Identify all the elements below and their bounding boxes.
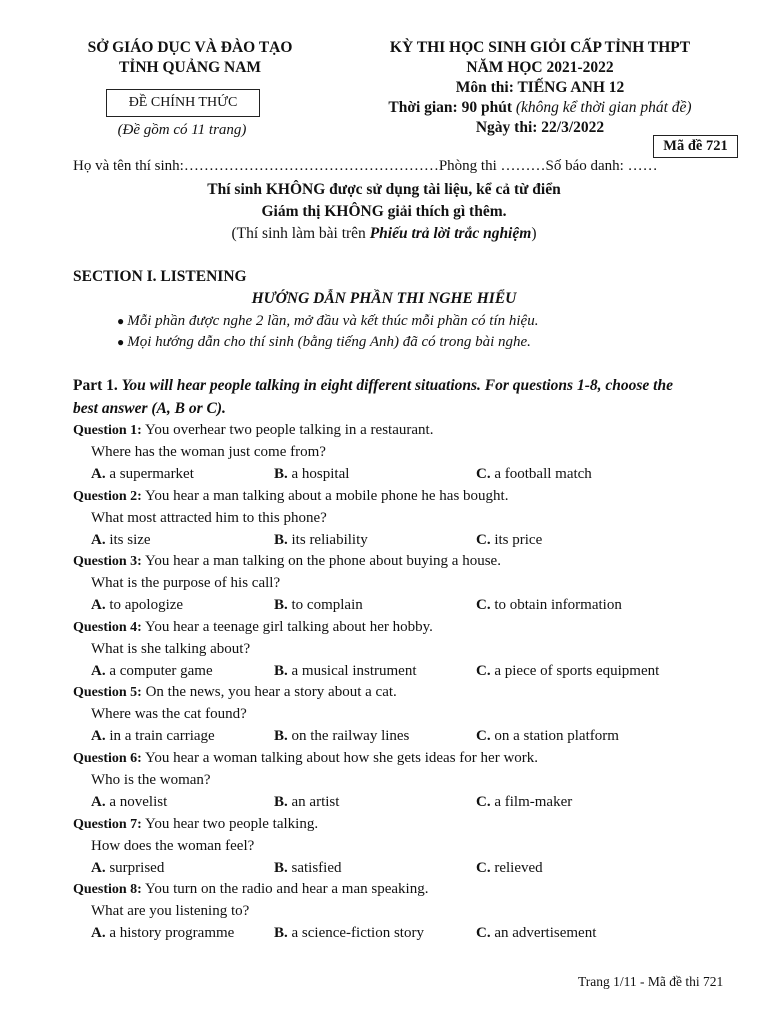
option-text: a hospital <box>291 466 350 482</box>
question-8-prompt: What are you listening to? <box>91 903 250 920</box>
question-6-option-c <box>476 794 572 811</box>
rule-no-materials: Thí sinh KHÔNG được sử dụng tài liệu, kể cả từ điển <box>207 181 561 198</box>
option-text: a supermarket <box>109 466 194 482</box>
question-7-option-b <box>274 860 342 877</box>
section-title: SECTION I. LISTENING <box>73 268 247 285</box>
official-exam-box: ĐỀ CHÍNH THỨC <box>106 89 260 117</box>
option-letter: C. <box>476 728 491 745</box>
option-letter: A. <box>91 662 106 679</box>
exam-time-label: Thời gian: 90 phút <box>388 99 512 116</box>
exam-subject: Môn thi: TIẾNG ANH 12 <box>455 79 625 96</box>
option-letter: A. <box>91 466 106 482</box>
question-text: You hear a man talking on the phone about buying a house. <box>145 553 501 570</box>
option-letter: A. <box>91 531 106 548</box>
part1-instruction-line2: best answer (A, B or C). <box>73 400 226 417</box>
option-text: a novelist <box>109 794 168 810</box>
listening-guide-title: HƯỚNG DẪN PHẦN THI NGHE HIỂU <box>251 290 517 307</box>
question-number: Question 7: <box>73 816 142 832</box>
option-letter: C. <box>476 662 491 679</box>
option-letter: B. <box>274 728 288 745</box>
option-text: a piece of sports equipment <box>494 662 660 679</box>
question-number: Question 5: <box>73 685 142 701</box>
option-text: its price <box>494 531 543 548</box>
exam-date: Ngày thi: 22/3/2022 <box>475 119 605 136</box>
question-6-option-a <box>91 794 167 811</box>
question-8-option-a <box>91 925 234 942</box>
question-5-option-c <box>476 728 619 745</box>
question-3-option-a <box>91 597 183 614</box>
exam-code-box: Mã đề 721 <box>653 135 738 158</box>
option-letter: B. <box>274 859 288 876</box>
option-text: to complain <box>291 597 363 614</box>
page-footer: Trang 1/11 - Mã đề thi 721 <box>578 974 724 989</box>
question-2-prompt: What most attracted him to this phone? <box>91 509 327 526</box>
question-3-stem <box>73 553 501 570</box>
rule-answer-sheet-prefix: (Thí sinh làm bài trên <box>231 225 370 242</box>
question-text: You hear a man talking about a mobile phone he has bought. <box>145 487 509 504</box>
exam-header <box>340 38 740 138</box>
question-text: You hear a woman talking about how she gets ideas for her work. <box>145 750 539 766</box>
option-letter: C. <box>476 859 491 876</box>
option-text: surprised <box>109 859 165 876</box>
question-1-stem <box>73 422 433 439</box>
option-letter: A. <box>91 597 106 614</box>
option-text: a film-maker <box>494 794 573 810</box>
rule-answer-sheet-suffix: ) <box>531 225 537 242</box>
question-5-option-b <box>274 728 409 745</box>
option-text: its reliability <box>291 531 368 548</box>
question-8-stem <box>73 881 428 898</box>
question-text: You hear two people talking. <box>145 815 319 832</box>
option-letter: A. <box>91 728 106 745</box>
question-text: On the news, you hear a story about a cat. <box>145 684 397 701</box>
question-2-option-c <box>476 532 542 549</box>
question-7-stem <box>73 816 318 833</box>
question-4-stem <box>73 619 433 636</box>
department-header <box>60 38 320 78</box>
part1-label: Part 1. <box>73 377 118 394</box>
rule-no-explanation: Giám thị KHÔNG giải thích gì thêm. <box>261 203 507 220</box>
question-7-prompt: How does the woman feel? <box>91 837 255 854</box>
guide-bullet-text: Mọi hướng dẫn cho thí sinh (bằng tiếng Anh) đã có trong bài nghe. <box>127 334 531 350</box>
question-5-prompt: Where was the cat found? <box>91 706 247 723</box>
question-text: You hear a teenage girl talking about her hobby. <box>145 618 433 635</box>
question-6-stem <box>73 750 538 767</box>
guide-bullet-1 <box>117 313 538 330</box>
question-7-option-a <box>91 860 164 877</box>
option-text: an advertisement <box>494 925 597 942</box>
bullet-icon: ● <box>117 335 125 349</box>
question-number: Question 1: <box>73 423 142 438</box>
question-8-option-c <box>476 925 596 942</box>
department-name: SỞ GIÁO DỤC VÀ ĐÀO TẠO <box>87 39 293 56</box>
option-text: to obtain information <box>494 597 622 614</box>
option-letter: B. <box>274 466 288 482</box>
question-4-option-b <box>274 663 417 680</box>
option-letter: A. <box>91 859 106 876</box>
question-1-option-a <box>91 466 194 483</box>
question-2-stem <box>73 488 508 505</box>
question-6-option-b <box>274 794 339 811</box>
option-text: a musical instrument <box>291 662 417 679</box>
option-letter: C. <box>476 597 491 614</box>
question-3-option-c <box>476 597 622 614</box>
option-text: a computer game <box>109 662 213 679</box>
option-letter: A. <box>91 794 106 810</box>
option-text: relieved <box>494 859 543 876</box>
question-text: You turn on the radio and hear a man speaking. <box>145 881 429 898</box>
option-letter: C. <box>476 925 491 942</box>
part1-instruction-text: You will hear people talking in eight different situations. For questions 1-8, choose the <box>121 377 673 394</box>
option-text: a science-fiction story <box>291 925 424 942</box>
question-1-prompt: Where has the woman just come from? <box>91 444 326 460</box>
question-number: Question 6: <box>73 751 142 766</box>
question-5-stem <box>73 684 397 701</box>
part1-instruction-line1 <box>73 377 673 395</box>
exam-time-note: (không kể thời gian phát đề) <box>515 99 692 116</box>
question-5-option-a <box>91 728 215 745</box>
rule-answer-sheet <box>0 225 768 243</box>
bullet-icon: ● <box>117 314 125 328</box>
option-text: its size <box>109 531 151 548</box>
page-count-note: (Đề gồm có 11 trang) <box>117 122 247 138</box>
province-name: TỈNH QUẢNG NAM <box>118 59 262 76</box>
question-number: Question 3: <box>73 554 142 570</box>
option-text: a football match <box>494 466 592 482</box>
question-4-option-c <box>476 663 659 680</box>
question-4-option-a <box>91 663 213 680</box>
question-2-option-b <box>274 532 368 549</box>
question-number: Question 8: <box>73 882 142 898</box>
question-7-option-c <box>476 860 543 877</box>
option-letter: B. <box>274 662 288 679</box>
question-8-option-b <box>274 925 424 942</box>
school-year: NĂM HỌC 2021-2022 <box>466 59 614 76</box>
question-6-prompt: Who is the woman? <box>91 772 211 788</box>
option-text: an artist <box>291 794 340 810</box>
option-text: on the railway lines <box>291 728 410 745</box>
question-text: You overhear two people talking in a restaurant. <box>145 422 434 438</box>
option-letter: C. <box>476 794 491 810</box>
question-1-option-c <box>476 466 592 483</box>
option-letter: B. <box>274 597 288 614</box>
candidate-info-line: Họ và tên thí sinh:……………………………………………Phòng thi ………Số báo danh: …… <box>73 158 658 174</box>
exam-title: KỲ THI HỌC SINH GIỎI CẤP TỈNH THPT <box>389 39 691 56</box>
option-text: in a train carriage <box>109 728 215 745</box>
guide-bullet-text: Mỗi phần được nghe 2 lần, mở đầu và kết thúc mỗi phần có tín hiệu. <box>127 313 539 329</box>
question-3-prompt: What is the purpose of his call? <box>91 575 281 592</box>
option-text: to apologize <box>109 597 184 614</box>
option-letter: C. <box>476 466 491 482</box>
question-1-option-b <box>274 466 349 483</box>
question-number: Question 4: <box>73 619 142 635</box>
option-text: a history programme <box>109 925 235 942</box>
question-3-option-b <box>274 597 363 614</box>
option-letter: B. <box>274 794 288 810</box>
question-2-option-a <box>91 532 151 549</box>
question-4-prompt: What is she talking about? <box>91 640 251 657</box>
option-letter: A. <box>91 925 106 942</box>
exam-time <box>340 98 740 118</box>
option-letter: C. <box>476 531 491 548</box>
guide-bullet-2 <box>117 334 531 351</box>
option-letter: B. <box>274 925 288 942</box>
option-text: satisfied <box>291 859 342 876</box>
rule-answer-sheet-emph: Phiếu trả lời trắc nghiệm <box>369 225 532 242</box>
question-number: Question 2: <box>73 488 142 504</box>
option-letter: B. <box>274 531 288 548</box>
option-text: on a station platform <box>494 728 619 745</box>
